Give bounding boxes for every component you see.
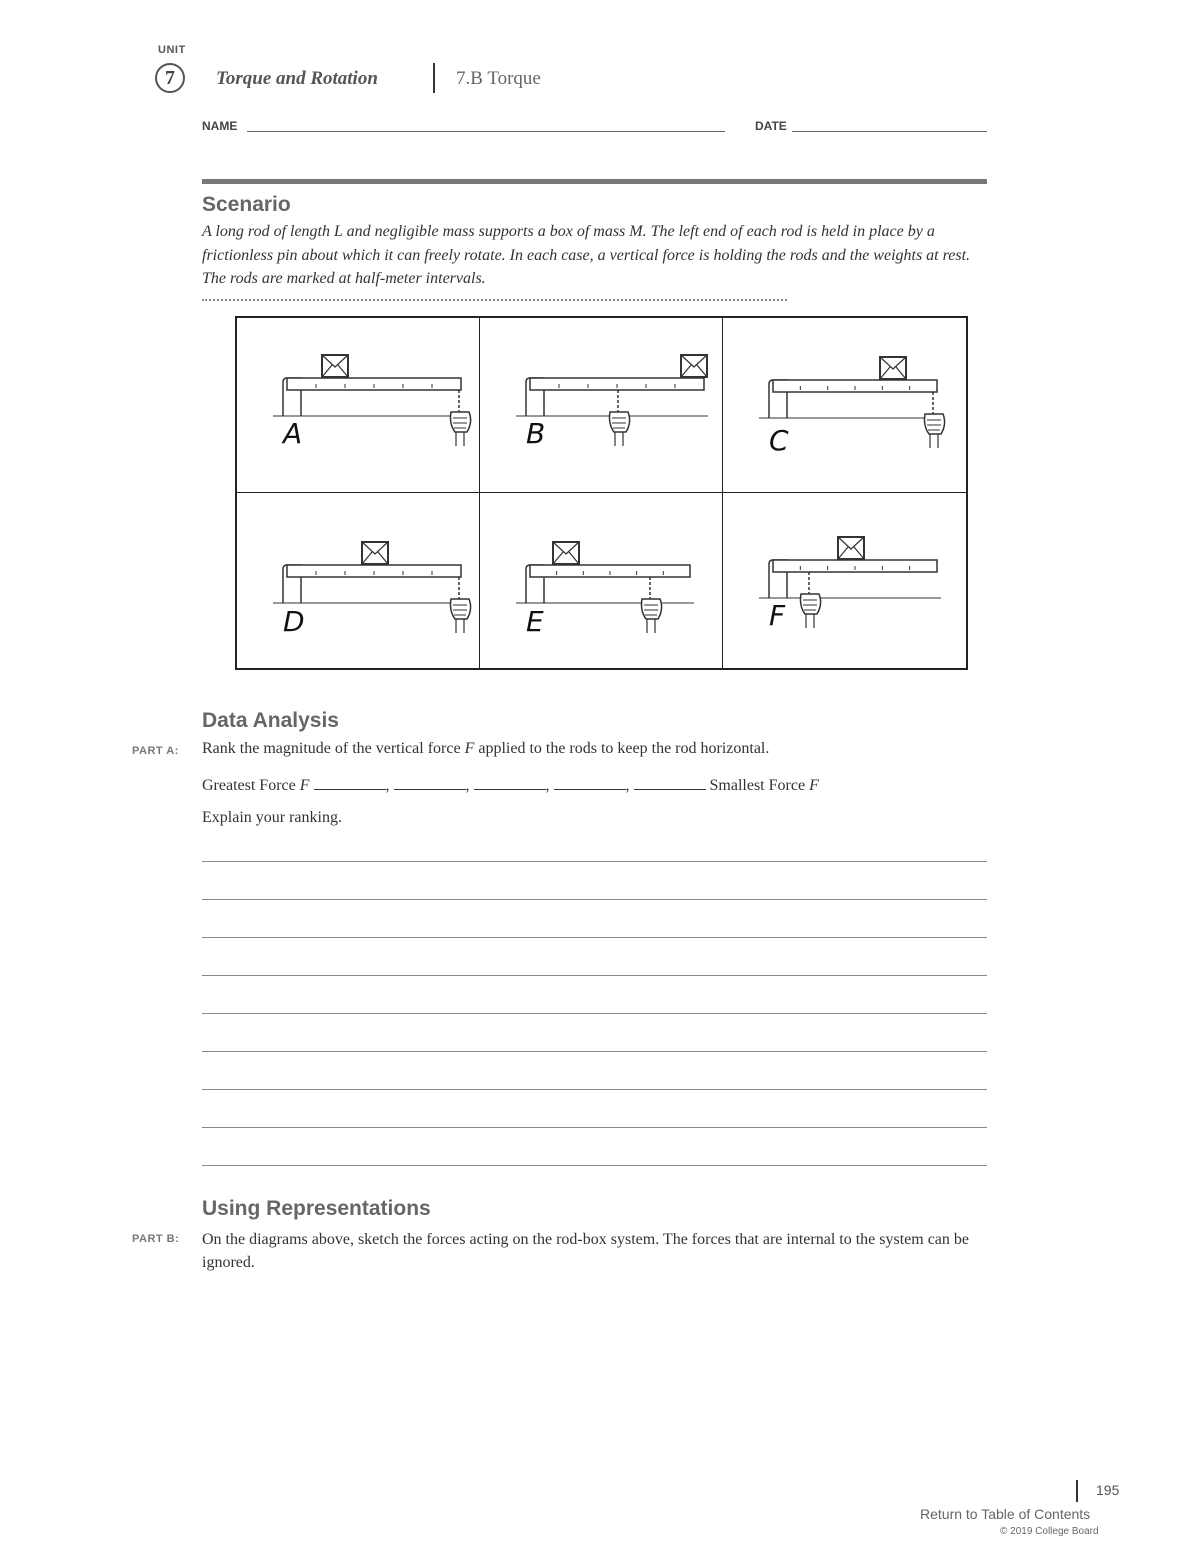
rank-blank-2[interactable]: [394, 775, 466, 790]
rod-diagram-e: [480, 493, 723, 669]
return-to-toc-link[interactable]: Return to Table of Contents: [920, 1506, 1091, 1522]
rod-diagram-b: [480, 318, 723, 494]
diagram-label: B: [526, 417, 546, 450]
part-b-text: On the diagrams above, sketch the forces acting on the rod-box system. The forces that are internal to the system can be ignored.: [202, 1231, 970, 1271]
diagram-label: C: [769, 424, 789, 457]
diagram-cell[interactable]: [237, 318, 480, 493]
rod-diagram-d: [237, 493, 480, 669]
diagram-label: D: [283, 605, 305, 638]
diagram-label: F: [769, 599, 786, 632]
force-variable: F: [464, 740, 475, 757]
representations-heading: Using Representations: [202, 1197, 431, 1220]
date-label: DATE: [755, 119, 787, 133]
unit-title: Torque and Rotation: [216, 68, 378, 89]
hand: [801, 594, 821, 614]
hand: [642, 599, 662, 619]
unit-label: UNIT: [158, 44, 186, 56]
smallest-force-label: Smallest Force: [709, 777, 810, 794]
hand: [451, 412, 471, 432]
copyright: © 2019 College Board: [1000, 1526, 1099, 1537]
question-text: Rank the magnitude of the vertical force: [202, 740, 465, 757]
part-a-label: PART A:: [132, 745, 179, 757]
diagram-label: A: [283, 417, 303, 450]
page-number: 195: [1096, 1482, 1120, 1498]
diagram-cell[interactable]: [480, 493, 723, 668]
name-field[interactable]: [247, 131, 725, 132]
greatest-force-label: Greatest Force: [202, 777, 300, 794]
rod-diagram-c: [723, 318, 966, 494]
hand: [451, 599, 471, 619]
rank-blank-5[interactable]: [634, 775, 706, 790]
topic-title: 7.B Torque: [456, 68, 541, 89]
hand: [610, 412, 630, 432]
force-variable: F: [299, 777, 310, 794]
explain-prompt: Explain your ranking.: [202, 809, 342, 826]
answer-line[interactable]: [202, 975, 987, 976]
answer-line[interactable]: [202, 1051, 987, 1052]
ranking-row: Greatest Force F , , , , Smallest Force F: [202, 777, 819, 794]
rank-blank-1[interactable]: [314, 775, 386, 790]
diagram-cell[interactable]: [237, 493, 480, 668]
scenario-text: A long rod of length L and negligible mass supports a box of mass M. The left end of each rod is held in place by a frictionless pin about which it can freely rotate. In each case, a vertical force is holding the rods and the weights at rest. The rods are marked at half-meter intervals.: [202, 223, 971, 287]
part-a-question: [202, 740, 769, 758]
diagram-cell[interactable]: [723, 493, 966, 668]
rod-diagram-a: [237, 318, 480, 494]
rod-diagram-f: [723, 493, 966, 669]
force-variable: F: [809, 777, 819, 794]
answer-line[interactable]: [202, 1013, 987, 1014]
diagram-cell[interactable]: [480, 318, 723, 493]
unit-number-badge: 7: [155, 63, 185, 93]
diagram-cell[interactable]: [723, 318, 966, 493]
section-rule: [202, 179, 987, 184]
dotted-divider: [202, 299, 787, 301]
answer-line[interactable]: [202, 899, 987, 900]
answer-line[interactable]: [202, 861, 987, 862]
scenario-heading: Scenario: [202, 193, 291, 216]
answer-line[interactable]: [202, 1089, 987, 1090]
question-text-end: applied to the rods to keep the rod horizontal.: [474, 740, 770, 757]
name-label: NAME: [202, 119, 238, 133]
rank-blank-3[interactable]: [474, 775, 546, 790]
hand: [925, 414, 945, 434]
part-b-label: PART B:: [132, 1233, 180, 1245]
answer-line[interactable]: [202, 937, 987, 938]
diagram-label: E: [526, 605, 544, 638]
rank-blank-4[interactable]: [554, 775, 626, 790]
footer-divider: [1076, 1480, 1078, 1502]
answer-line[interactable]: [202, 1165, 987, 1166]
diagram-grid: [235, 316, 968, 670]
date-field[interactable]: [792, 131, 987, 132]
title-divider: [433, 63, 435, 93]
data-analysis-heading: Data Analysis: [202, 709, 339, 732]
answer-line[interactable]: [202, 1127, 987, 1128]
